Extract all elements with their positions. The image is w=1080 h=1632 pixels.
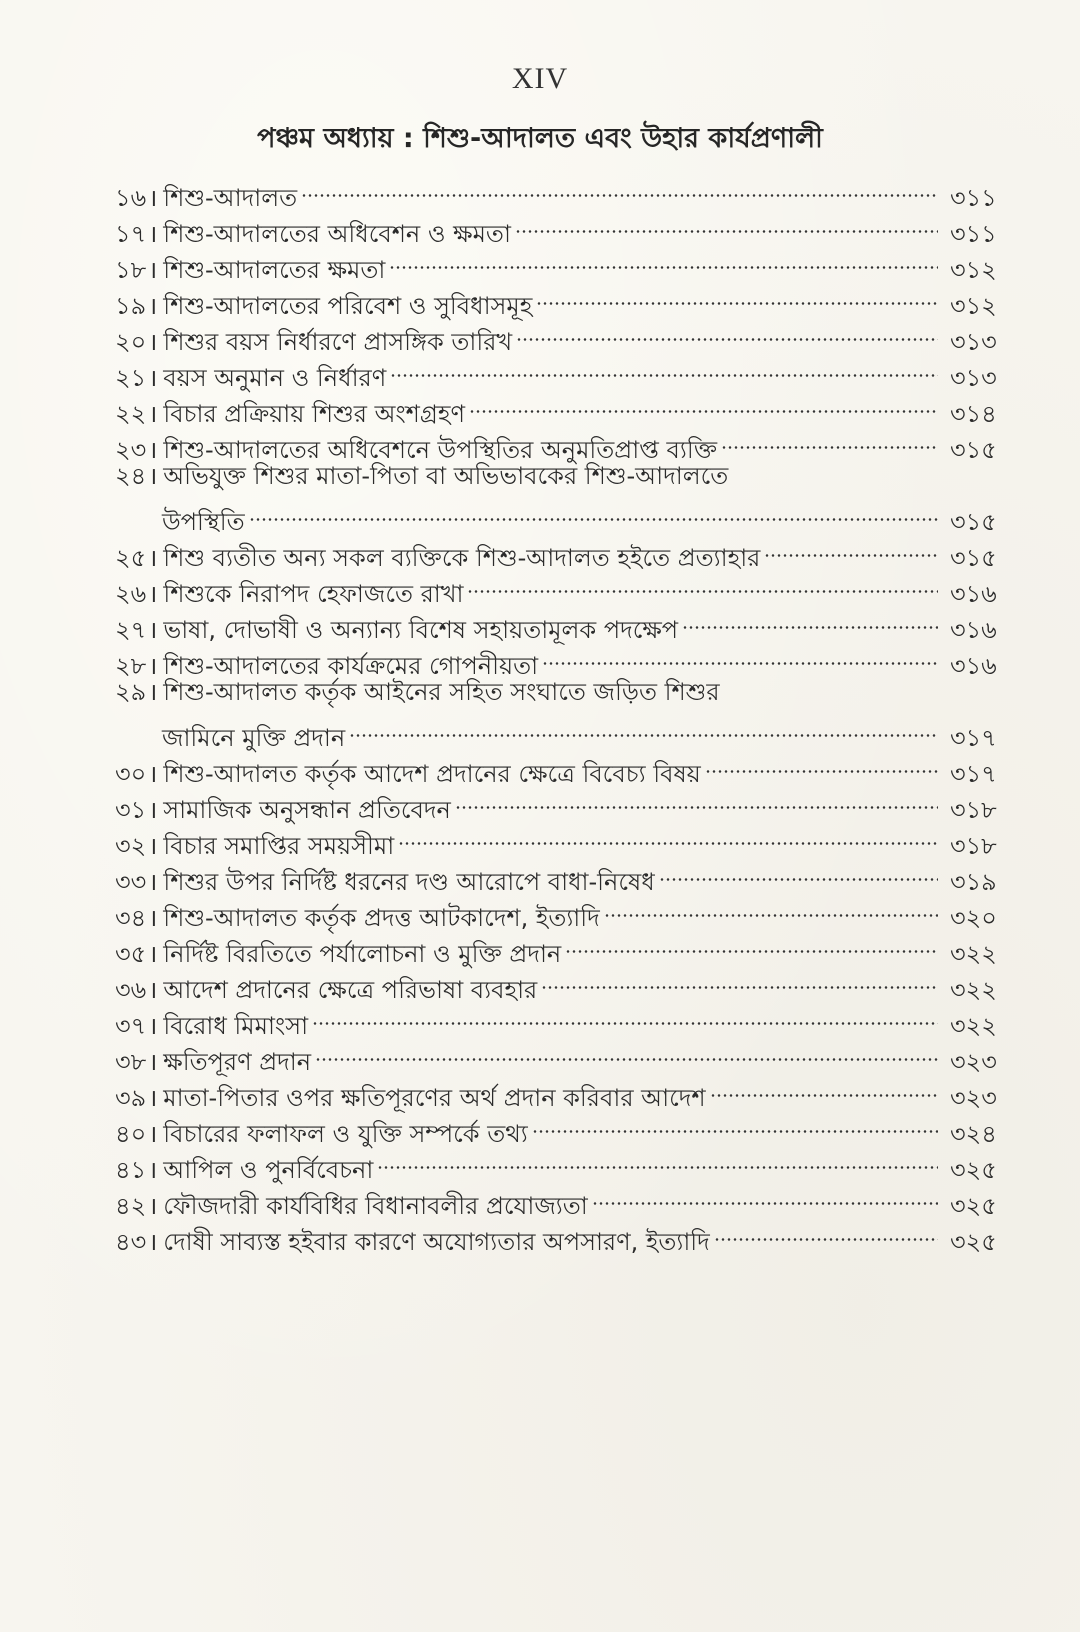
dot-leader <box>301 170 938 206</box>
toc-entry <box>115 602 1010 644</box>
dot-leader <box>312 998 938 1034</box>
section-number: ২৪ <box>115 462 147 490</box>
dot-leader <box>710 1070 938 1106</box>
toc-entry <box>115 386 1010 428</box>
toc-entry <box>115 530 1010 572</box>
section-separator: । <box>148 760 158 788</box>
page-reference: ৩২০ <box>950 904 997 932</box>
section-title: শিশু-আদালতের পরিবেশ ও সুবিধাসমূহ <box>163 292 533 320</box>
toc-entry <box>115 1178 1010 1220</box>
toc-entry <box>115 170 1010 212</box>
page-reference: ৩২৫ <box>950 1228 997 1256</box>
section-separator: । <box>148 1084 158 1112</box>
toc-entry <box>115 998 1010 1040</box>
section-number: ৩৮ <box>115 1048 147 1076</box>
page-reference: ৩১৬ <box>950 580 997 608</box>
section-title: বিচার সমাপ্তির সময়সীমা <box>163 832 395 860</box>
toc-entry <box>115 962 1010 1004</box>
dot-leader <box>542 638 938 674</box>
section-title: শিশু ব্যতীত অন্য সকল ব্যক্তিকে শিশু-আদালত হইতে প্রত্যাহার <box>163 544 761 572</box>
section-number: ২৭ <box>115 616 147 644</box>
section-number: ২০ <box>115 328 147 356</box>
page-reference: ৩১৬ <box>950 616 997 644</box>
section-separator: । <box>148 940 158 968</box>
section-separator: । <box>148 1156 158 1184</box>
section-separator: । <box>148 832 158 860</box>
section-title: বয়স অনুমান ও নির্ধারণ <box>163 364 387 392</box>
dot-leader <box>659 854 938 890</box>
section-title: সামাজিক অনুসন্ধান প্রতিবেদন <box>163 796 451 824</box>
toc-entry-line-2 <box>115 494 1010 536</box>
toc-entry <box>115 1214 1010 1256</box>
section-separator: । <box>148 184 158 212</box>
toc-entry <box>115 278 1010 320</box>
toc-entry <box>115 926 1010 968</box>
page-reference: ৩২২ <box>950 940 997 968</box>
section-title: মাতা-পিতার ওপর ক্ষতিপূরণের অর্থ প্রদান করিবার আদেশ <box>163 1084 706 1112</box>
toc-entry <box>115 1106 1010 1148</box>
toc-entry <box>115 890 1010 932</box>
section-title: শিশু-আদালতের অধিবেশন ও ক্ষমতা <box>163 220 511 248</box>
section-title: অভিযুক্ত শিশুর মাতা-পিতা বা অভিভাবকের শিশু-আদালতে <box>163 462 729 490</box>
section-number: ৪১ <box>115 1156 147 1184</box>
section-title-continued: জামিনে মুক্তি প্রদান <box>162 724 346 752</box>
section-separator: । <box>148 976 158 1004</box>
page-reference: ৩১২ <box>950 256 997 284</box>
page-reference: ৩১৫ <box>950 544 997 572</box>
table-of-contents <box>115 170 1010 1256</box>
section-number: ৩৪ <box>115 904 147 932</box>
section-separator: । <box>148 1192 158 1220</box>
toc-entry-line-1 <box>115 458 1010 494</box>
section-separator: । <box>148 256 158 284</box>
section-separator: । <box>148 652 158 680</box>
section-separator: । <box>148 678 158 706</box>
section-separator: । <box>148 328 158 356</box>
section-title: শিশু-আদালতের অধিবেশনে উপস্থিতির অনুমতিপ্রাপ্ত ব্যক্তি <box>163 436 718 464</box>
section-number: ২৯ <box>115 678 147 706</box>
section-separator: । <box>148 868 158 896</box>
section-number: ৪০ <box>115 1120 147 1148</box>
page-reference: ৩১৫ <box>950 436 997 464</box>
toc-entry <box>115 746 1010 788</box>
dot-leader <box>390 350 938 386</box>
section-title: আদেশ প্রদানের ক্ষেত্রে পরিভাষা ব্যবহার <box>163 976 538 1004</box>
toc-entry-line-2 <box>115 710 1010 752</box>
dot-leader <box>515 206 938 242</box>
section-title: শিশু-আদালত কর্তৃক প্রদত্ত আটকাদেশ, ইত্যাদি <box>163 904 600 932</box>
toc-entry <box>115 422 1010 464</box>
toc-entry <box>115 566 1010 608</box>
section-title: শিশু-আদালতের ক্ষমতা <box>163 256 386 284</box>
section-title: দোষী সাব্যস্ত হইবার কারণে অযোগ্যতার অপসারণ, ইত্যাদি <box>163 1228 710 1256</box>
page-reference: ৩১১ <box>950 184 997 212</box>
section-number: ৩১ <box>115 796 147 824</box>
section-separator: । <box>148 436 158 464</box>
section-separator: । <box>148 580 158 608</box>
page-reference: ৩১৮ <box>950 832 997 860</box>
section-title: আপিল ও পুনর্বিবেচনা <box>163 1156 374 1184</box>
page-reference: ৩১৮ <box>950 796 997 824</box>
section-separator: । <box>148 364 158 392</box>
section-number: ২২ <box>115 400 147 428</box>
section-number: ১৮ <box>115 256 147 284</box>
toc-entry <box>115 1034 1010 1076</box>
dot-leader <box>315 1034 938 1070</box>
section-number: ৩৩ <box>115 868 147 896</box>
section-number: ৪৩ <box>115 1228 147 1256</box>
dot-leader <box>604 890 938 926</box>
page-reference: ৩২৫ <box>950 1156 997 1184</box>
section-separator: । <box>148 292 158 320</box>
section-title: শিশু-আদালত <box>163 184 298 212</box>
section-title: নির্দিষ্ট বিরতিতে পর্যালোচনা ও মুক্তি প্রদান <box>163 940 562 968</box>
dot-leader <box>541 962 938 998</box>
page-reference: ৩১৩ <box>950 328 997 356</box>
toc-entry <box>115 458 1010 536</box>
dot-leader <box>467 566 938 602</box>
section-number: ১৯ <box>115 292 147 320</box>
section-number: ১৭ <box>115 220 147 248</box>
page-reference: ৩২৩ <box>950 1084 997 1112</box>
page-reference: ৩১১ <box>950 220 997 248</box>
section-title: বিচার প্রক্রিয়ায় শিশুর অংশগ্রহণ <box>163 400 465 428</box>
dot-leader <box>455 782 938 818</box>
page-reference: ৩১২ <box>950 292 997 320</box>
page-reference: ৩১৪ <box>950 400 997 428</box>
section-separator: । <box>148 400 158 428</box>
toc-entry <box>115 206 1010 248</box>
toc-entry <box>115 350 1010 392</box>
section-number: ৩২ <box>115 832 147 860</box>
section-title: বিরোধ মিমাংসা <box>163 1012 309 1040</box>
section-title: শিশু-আদালতের কার্যক্রমের গোপনীয়তা <box>163 652 539 680</box>
dot-leader <box>721 422 938 458</box>
section-number: ৩৬ <box>115 976 147 1004</box>
page-reference: ৩১৬ <box>950 652 997 680</box>
section-number: ৩৭ <box>115 1012 147 1040</box>
page-reference: ৩১৭ <box>950 760 997 788</box>
section-title: শিশু-আদালত কর্তৃক আদেশ প্রদানের ক্ষেত্রে বিবেচ্য বিষয় <box>163 760 701 788</box>
section-title: শিশুর বয়স নির্ধারণে প্রাসঙ্গিক তারিখ <box>163 328 513 356</box>
dot-leader <box>592 1178 938 1214</box>
section-number: ১৬ <box>115 184 147 212</box>
section-title: শিশু-আদালত কর্তৃক আইনের সহিত সংঘাতে জড়িত শিশুর <box>163 678 720 706</box>
section-separator: । <box>148 904 158 932</box>
toc-entry <box>115 242 1010 284</box>
section-separator: । <box>148 1120 158 1148</box>
page-reference: ৩২৪ <box>950 1120 997 1148</box>
chapter-heading: পঞ্চম অধ্যায় : শিশু-আদালত এবং উহার কার্যপ্রণালী <box>257 123 823 154</box>
section-separator: । <box>148 1012 158 1040</box>
dot-leader <box>349 710 938 746</box>
section-number: ৩৫ <box>115 940 147 968</box>
section-separator: । <box>148 220 158 248</box>
dot-leader <box>565 926 938 962</box>
toc-entry-line-1 <box>115 674 1010 710</box>
page-reference: ৩১৫ <box>950 508 997 536</box>
toc-entry <box>115 1070 1010 1112</box>
toc-entry <box>115 314 1010 356</box>
dot-leader <box>398 818 938 854</box>
section-title: ফৌজদারী কার্যবিধির বিধানাবলীর প্রযোজ্যতা <box>163 1192 588 1220</box>
section-separator: । <box>148 462 158 490</box>
page-reference: ৩২৩ <box>950 1048 997 1076</box>
section-separator: । <box>148 1228 158 1256</box>
section-title: ক্ষতিপূরণ প্রদান <box>163 1048 312 1076</box>
page-reference: ৩১৩ <box>950 364 997 392</box>
dot-leader <box>389 242 938 278</box>
dot-leader <box>705 746 938 782</box>
section-title: ভাষা, দোভাষী ও অন্যান্য বিশেষ সহায়তামূলক পদক্ষেপ <box>163 616 679 644</box>
page-number-roman: XIV <box>511 62 569 95</box>
section-number: ২১ <box>115 364 147 392</box>
page-reference: ৩২২ <box>950 1012 997 1040</box>
toc-entry <box>115 782 1010 824</box>
section-number: ২৬ <box>115 580 147 608</box>
toc-entry <box>115 1142 1010 1184</box>
page-reference: ৩২৫ <box>950 1192 997 1220</box>
dot-leader <box>764 530 938 566</box>
section-separator: । <box>148 616 158 644</box>
page-reference: ৩১৭ <box>950 724 997 752</box>
dot-leader <box>249 494 938 530</box>
section-number: ৩০ <box>115 760 147 788</box>
dot-leader <box>516 314 938 350</box>
dot-leader <box>377 1142 938 1178</box>
section-number: ২৮ <box>115 652 147 680</box>
toc-entry <box>115 638 1010 680</box>
section-title: বিচারের ফলাফল ও যুক্তি সম্পর্কে তথ্য <box>163 1120 528 1148</box>
section-title-continued: উপস্থিতি <box>162 508 245 536</box>
page-reference: ৩১৯ <box>950 868 997 896</box>
toc-entry <box>115 818 1010 860</box>
toc-entry <box>115 674 1010 752</box>
section-separator: । <box>148 1048 158 1076</box>
dot-leader <box>714 1214 938 1250</box>
section-title: শিশুকে নিরাপদ হেফাজতে রাখা <box>163 580 464 608</box>
section-number: ২৩ <box>115 436 147 464</box>
toc-entry <box>115 854 1010 896</box>
section-title: শিশুর উপর নির্দিষ্ট ধরনের দণ্ড আরোপে বাধা-নিষেধ <box>163 868 655 896</box>
section-number: ২৫ <box>115 544 147 572</box>
section-separator: । <box>148 796 158 824</box>
dot-leader <box>682 602 938 638</box>
dot-leader <box>536 278 938 314</box>
section-number: ৩৯ <box>115 1084 147 1112</box>
dot-leader <box>469 386 938 422</box>
section-number: ৪২ <box>115 1192 147 1220</box>
section-separator: । <box>148 544 158 572</box>
dot-leader <box>532 1106 938 1142</box>
page-reference: ৩২২ <box>950 976 997 1004</box>
